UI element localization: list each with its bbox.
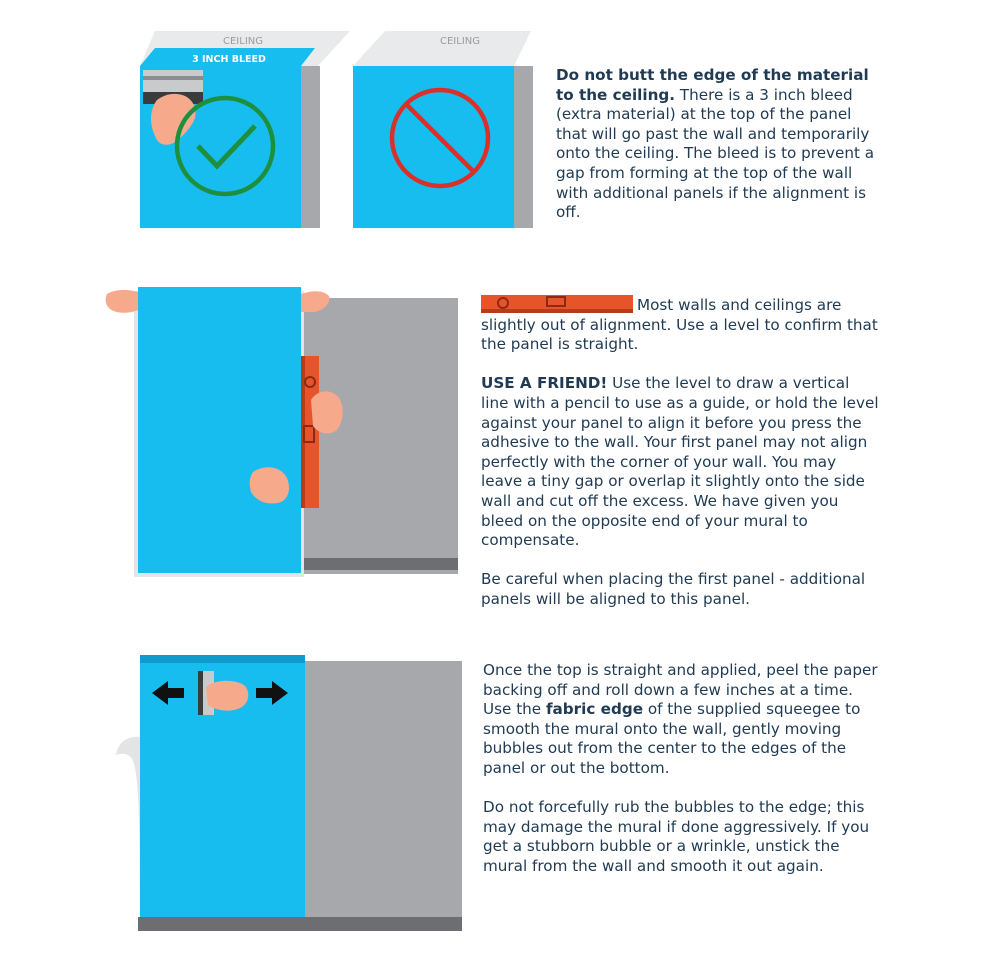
section1-text — [556, 66, 876, 223]
hand-icon — [206, 681, 248, 711]
bleed-correct-illustration — [135, 28, 355, 233]
section3-caution: Do not forcefully rub the bubbles to the edge; this may damage the mural if done aggressively. If you get a stubborn bubble or a wrinkle, unstick the mural from the wall and smooth it out again. — [483, 798, 870, 875]
use-a-friend-heading: USE A FRIEND! — [481, 374, 608, 393]
section1-heading: Do not butt the edge of the material to the ceiling. — [556, 66, 869, 104]
ceiling-label-right: CEILING — [440, 36, 480, 47]
ceiling-label-left: CEILING — [223, 36, 263, 47]
floor-edge — [290, 558, 458, 570]
section2-text — [481, 295, 881, 610]
section3-intro-b: of the supplied squeegee to smooth the mural onto the wall, gently moving bubbles out from the center to the edges of the panel or out the bottom. — [483, 700, 861, 777]
spirit-level-icon — [481, 295, 633, 313]
butted-incorrect-illustration — [348, 28, 538, 233]
section2-instructions: Use the level to draw a vertical line with a pencil to use as a guide, or hold the level against your panel to align it before you press the adhesive to the wall. Your first panel may not align perfectly with the corner of your wall. You may leave a tiny gap or overlap it slightly onto the side wall and cut off the excess. We have given you bleed on the opposite end of your mural to compensate. — [481, 374, 879, 550]
floor-edge — [138, 917, 462, 931]
wall-surface — [290, 661, 462, 929]
fabric-edge-term: fabric edge — [545, 700, 644, 719]
bleed-label: 3 INCH BLEED — [192, 54, 266, 65]
mural-panel — [138, 287, 301, 573]
hand-on-level — [311, 391, 343, 433]
section2-caution: Be careful when placing the first panel - additional panels will be aligned to this panel. — [481, 570, 866, 608]
hand-top-left — [106, 290, 138, 313]
top-fold — [140, 655, 305, 663]
squeegee-illustration — [110, 651, 465, 936]
section3-text — [483, 661, 878, 877]
section1-body: There is a 3 inch bleed (extra material) at the top of the panel that will go past the wall and temporarily onto the ceiling. The bleed is to prevent a gap from forming at the top of the wall with additional panels if the alignment is off. — [556, 85, 875, 222]
wall-corner — [514, 66, 533, 228]
leveling-illustration — [105, 282, 470, 582]
section2-intro: Most walls and ceilings are slightly out of alignment. Use a level to confirm that the panel is straight. — [481, 296, 878, 354]
wall-corner — [301, 66, 320, 228]
spirit-level-icon — [301, 356, 319, 508]
section3-intro-a: Once the top is straight and applied, peel the paper backing off and roll down a few inches at a time. Use the — [483, 661, 878, 719]
